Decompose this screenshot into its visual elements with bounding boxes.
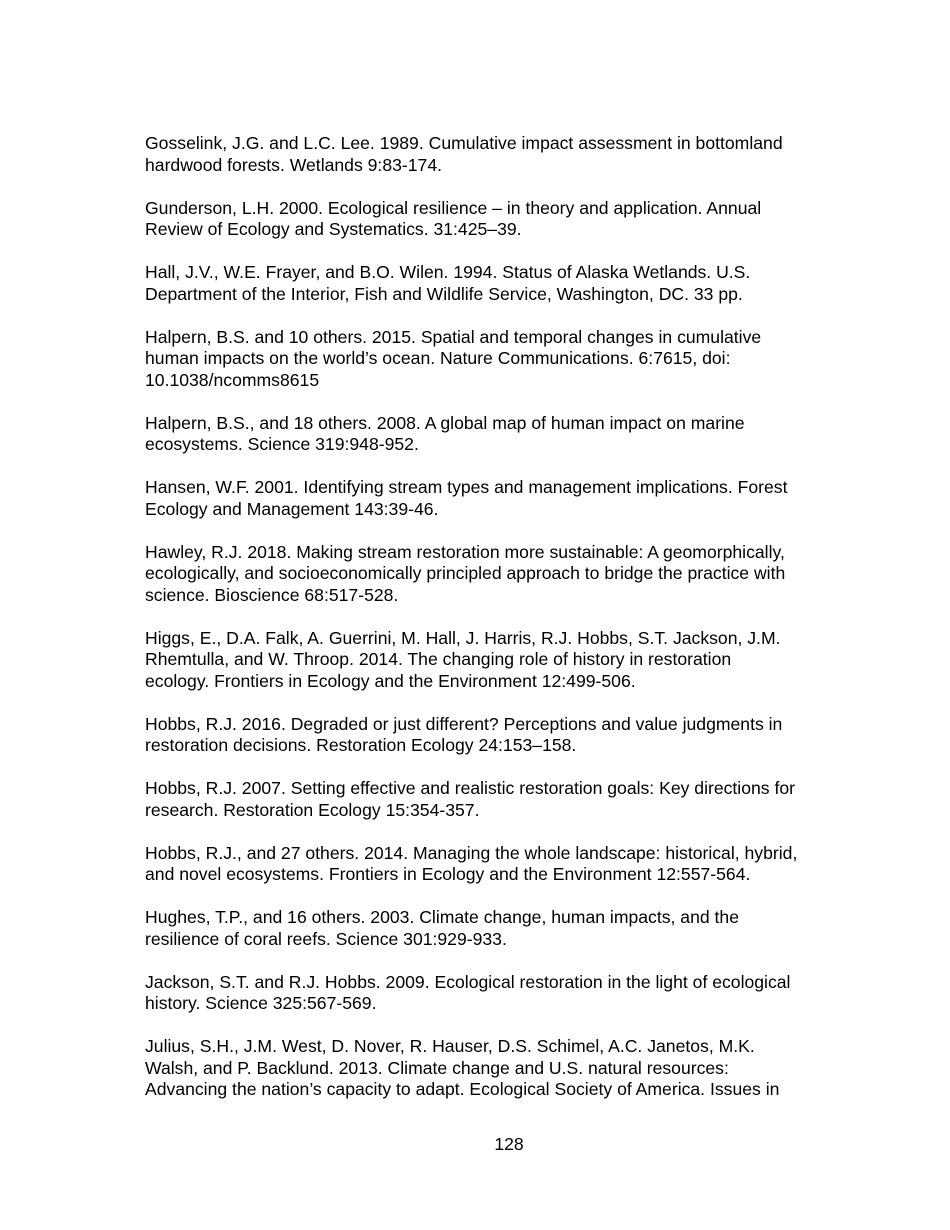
reference-entry: Higgs, E., D.A. Falk, A. Guerrini, M. Hall, J. Harris, R.J. Hobbs, S.T. Jackson, J.M. Rhemtulla, and W. Throop. 2014. The changing role of history in restoration ecology. Frontiers in Ecology and the Environment 12:499-506.	[145, 627, 781, 691]
reference-entry: Julius, S.H., J.M. West, D. Nover, R. Hauser, D.S. Schimel, A.C. Janetos, M.K. Walsh, and P. Backlund. 2013. Climate change and U.S. natural resources: Advancing the nation’s capacity to adapt. Ecological Society of America. Issues in	[145, 1036, 780, 1099]
reference-entry: Halpern, B.S., and 18 others. 2008. A global map of human impact on marine ecosystems. Science 319:948-952.	[145, 412, 745, 454]
reference-entry: Hall, J.V., W.E. Frayer, and B.O. Wilen. 1994. Status of Alaska Wetlands. U.S. Department of the Interior, Fish and Wildlife Service, Washington, DC. 33 pp.	[145, 262, 751, 304]
reference-entry: Gosselink, J.G. and L.C. Lee. 1989. Cumulative impact assessment in bottomland hardwood forests. Wetlands 9:83-174.	[145, 133, 783, 175]
reference-entry: Jackson, S.T. and R.J. Hobbs. 2009. Ecological restoration in the light of ecological history. Science 325:567-569.	[145, 971, 791, 1013]
reference-entry: Halpern, B.S. and 10 others. 2015. Spatial and temporal changes in cumulative human impacts on the world’s ocean. Nature Communications. 6:7615, doi: 10.1038/ncomms8615	[145, 326, 762, 390]
reference-entry: Hobbs, R.J. 2016. Degraded or just different? Perceptions and value judgments in restoration decisions. Restoration Ecology 24:153–158.	[145, 713, 783, 755]
reference-list	[145, 133, 845, 1122]
reference-entry: Gunderson, L.H. 2000. Ecological resilience – in theory and application. Annual Review of Ecology and Systematics. 31:425–39.	[145, 197, 762, 239]
reference-entry: Hobbs, R.J., and 27 others. 2014. Managing the whole landscape: historical, hybrid, and novel ecosystems. Frontiers in Ecology and the Environment 12:557-564.	[145, 842, 798, 884]
page-number: 128	[494, 1134, 524, 1154]
reference-entry: Hansen, W.F. 2001. Identifying stream types and management implications. Forest Ecology and Management 143:39-46.	[145, 477, 788, 519]
reference-entry: Hobbs, R.J. 2007. Setting effective and realistic restoration goals: Key directions for research. Restoration Ecology 15:354-357.	[145, 778, 796, 820]
reference-entry: Hughes, T.P., and 16 others. 2003. Climate change, human impacts, and the resilience of coral reefs. Science 301:929-933.	[145, 907, 740, 949]
reference-entry: Hawley, R.J. 2018. Making stream restoration more sustainable: A geomorphically, ecologically, and socioeconomically principled approach to bridge the practice with science. Bioscience 68:517-528.	[145, 541, 786, 605]
